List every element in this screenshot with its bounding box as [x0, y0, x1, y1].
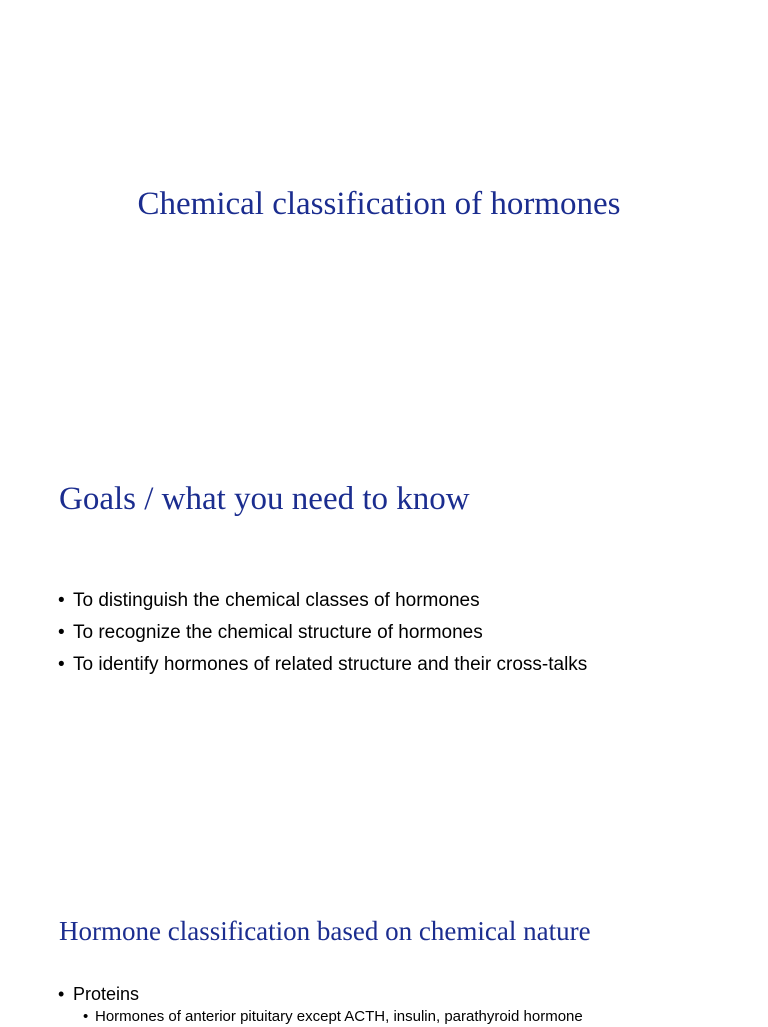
bullet-icon: • — [83, 1008, 89, 1025]
bullet-text: Proteins — [73, 984, 140, 1004]
bullet-icon: • — [58, 654, 65, 675]
goals-slide — [0, 435, 768, 863]
classification-bullet-list — [58, 981, 583, 1027]
title-slide — [0, 0, 768, 435]
list-item — [58, 649, 587, 681]
sub-bullet-text: Hormones of anterior pituitary except ACTH, insulin, parathyroid hormone — [95, 1008, 583, 1025]
list-item — [58, 617, 587, 649]
list-item — [58, 585, 587, 617]
classification-slide — [0, 863, 768, 1024]
classification-heading: Hormone classification based on chemical nature — [59, 916, 591, 946]
bullet-icon: • — [58, 590, 65, 611]
bullet-icon: • — [58, 622, 65, 643]
goals-heading: Goals / what you need to know — [59, 481, 470, 517]
sub-list-item — [83, 1007, 583, 1027]
bullet-text: To distinguish the chemical classes of hormones — [73, 590, 480, 611]
bullet-icon: • — [58, 984, 65, 1004]
goals-bullet-list — [58, 585, 587, 681]
slide-title: Chemical classification of hormones — [137, 186, 621, 222]
bullet-text: To identify hormones of related structure and their cross-talks — [73, 654, 588, 675]
list-item — [58, 981, 583, 1007]
bullet-text: To recognize the chemical structure of hormones — [73, 622, 483, 643]
